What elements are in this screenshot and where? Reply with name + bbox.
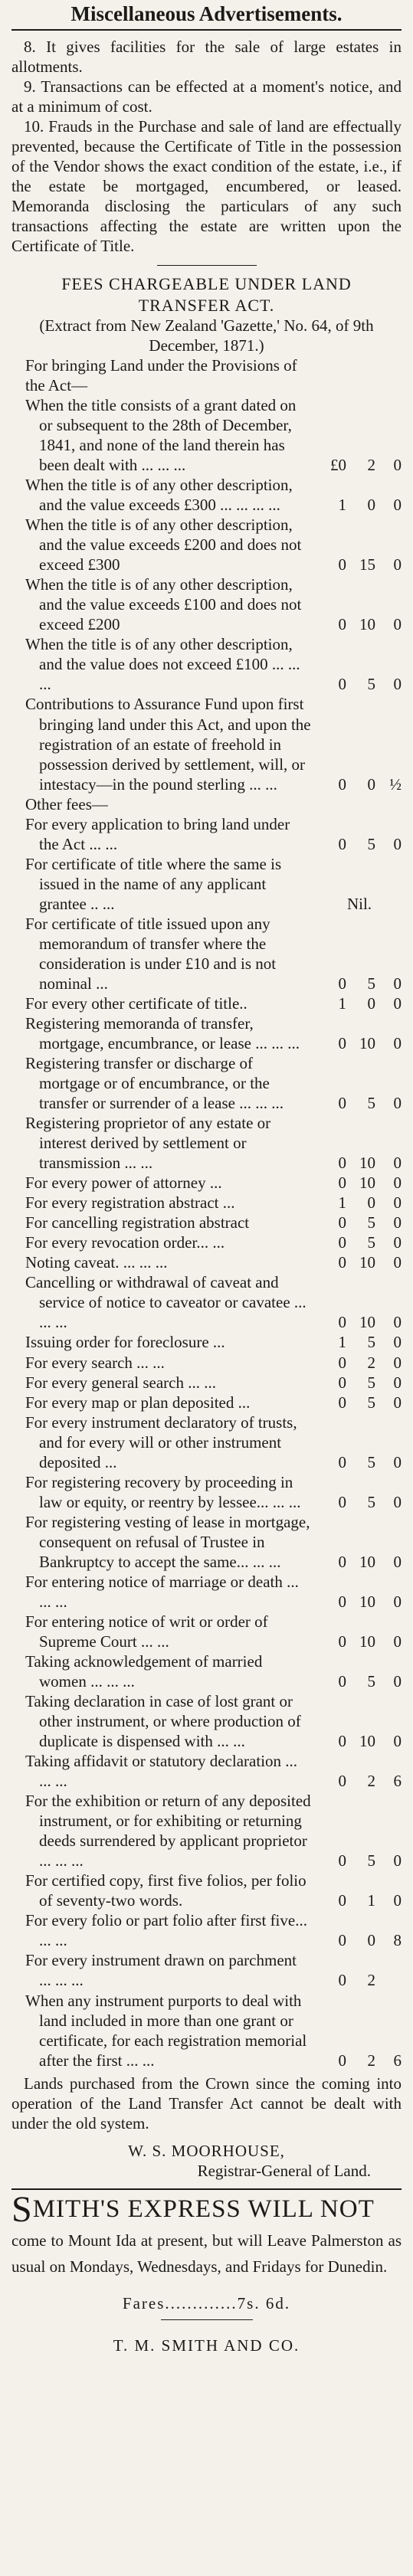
fee-amount [311,1632,402,1651]
fee-row [11,1751,402,1791]
fee-pounds: 0 [338,615,346,634]
fee-pounds: 0 [338,1772,346,1791]
fee-pounds: 0 [338,1034,346,1052]
fee-pounds: 0 [338,1452,346,1471]
fee-shillings: 0 [367,993,375,1013]
fee-row [11,1272,402,1332]
fee-pence: 0 [393,1233,402,1252]
fee-amount [311,614,402,634]
fee-description: Registering memoranda of transfer, mortgage, encumbrance, or lease ... ... ... [25,1013,300,1052]
fee-pounds: 0 [338,1672,346,1691]
fee-description: For entering notice of writ or order of Supreme Court ... ... [25,1612,268,1651]
fee-shillings: 15 [359,555,375,574]
fee-row [11,1572,402,1612]
fee-shillings: 10 [359,1253,375,1272]
fee-pounds: £0 [330,456,346,475]
fee-amount [311,1332,402,1352]
fee-description: For every map or plan deposited ... [25,1393,251,1412]
fee-pounds: 0 [338,1233,346,1252]
fee-shillings: 10 [359,615,375,634]
smith-heading [11,2188,402,2230]
fee-amount [311,774,402,794]
fees-title-line-2: TRANSFER ACT. [138,295,275,315]
fee-description: For certificate of title issued upon any memorandum of transfer where the consideration is under £10 and is not nominal ... [25,914,277,993]
fee-description: For the exhibition or return of any deposited instrument, or for exhibiting or returning deeds surrendered by applicant proprietor ... ... ... [25,1792,311,1871]
fee-pence: 0 [393,1851,402,1871]
fee-amount [311,1890,402,1910]
fee-pence: 0 [393,974,402,993]
fee-description: When the title consists of a grant dated on or subsequent to the 28th of December, 1841, and none of the land therein has been dealt with ... ... ... [25,396,297,475]
fee-description: For every folio or part folio after first five... ... ... [25,1911,307,1950]
fee-pounds: 0 [338,1971,346,1990]
fee-shillings: 1 [367,1891,375,1910]
fee-row [11,1612,402,1651]
fee-pence: 0 [393,1552,402,1571]
fee-pounds: 0 [338,1094,346,1113]
fee-shillings: 10 [359,1592,375,1611]
separator-rule [157,265,257,266]
fee-pence: 0 [393,1732,402,1751]
fee-pounds: 0 [338,774,346,794]
intro-item: 9. Transactions can be effected at a moment's notice, and at a minimum of cost. [11,77,402,116]
fee-pounds: 1 [338,496,346,515]
fee-amount [311,2051,402,2070]
fee-description: Other fees— [25,794,108,813]
fee-amount [311,1173,402,1193]
fee-pence: 0 [393,1632,402,1651]
fee-description: When the title is of any other description, and the value exceeds £200 and does not exceed £300 [25,516,302,574]
fee-pence: 0 [393,1393,402,1412]
fee-description: For every instrument drawn on parchment ... ... ... [25,1951,297,1990]
fee-pounds: 0 [338,1393,346,1412]
fee-pounds: 0 [338,1313,346,1332]
fee-pence: 0 [393,1353,402,1372]
fees-table [11,355,402,2070]
advert-divider [11,2188,402,2190]
fee-amount [311,834,402,854]
smith-body: come to Mount Ida at present, but will Leave Palmerston as usual on Mondays, Wednesdays, and Fridays for Dunedin. [11,2231,402,2276]
short-rule [161,2319,253,2320]
fee-pounds: 1 [338,993,346,1013]
fee-nil: Nil. [346,894,372,913]
fee-shillings: 5 [367,675,375,694]
fee-pounds: 0 [338,555,346,574]
fee-description: When any instrument purports to deal with land included in more than one grant or certificate, for each registration memorial after the first ... ... [25,1991,307,2070]
fee-row [11,1252,402,1272]
fee-shillings: 5 [367,1452,375,1471]
fee-amount [311,1592,402,1612]
fee-pence: 0 [393,1492,402,1511]
fee-pounds: 0 [338,1552,346,1571]
fee-pence [375,1970,402,1990]
fee-pence: 0 [393,675,402,694]
fee-shillings: 5 [367,1393,375,1412]
fee-pence: 0 [393,1253,402,1272]
fee-shillings: 0 [367,496,375,515]
fee-amount [311,1312,402,1332]
fee-row [11,814,402,854]
intro-list [11,37,402,256]
fee-description: For every search ... ... [25,1353,165,1372]
fee-pounds: 0 [338,834,346,853]
fee-pence: 6 [393,2051,402,2070]
fee-shillings: 0 [367,1193,375,1213]
fee-pounds: 1 [338,1333,346,1352]
fee-pounds: 0 [338,2051,346,2070]
fee-shillings: 2 [367,1353,375,1372]
fee-row [11,1232,402,1252]
fee-amount [311,1552,402,1572]
fee-description: For every general search ... ... [25,1373,216,1392]
fee-row [11,475,402,515]
fee-row [11,1472,402,1512]
fee-amount [311,894,402,914]
smith-heading-initial: S [11,2188,33,2230]
fee-shillings: 5 [367,1094,375,1113]
fee-row [11,1353,402,1373]
fee-amount [311,674,402,694]
fee-shillings: 0 [367,1931,375,1950]
fee-pounds: 0 [338,1851,346,1871]
fees-title-line-1: FEES CHARGEABLE UNDER LAND [61,274,352,294]
smith-firm: T. M. SMITH AND CO. [113,2335,300,2355]
fee-row [11,1910,402,1950]
intro-item: 10. Frauds in the Purchase and sale of land are effectually prevented, because the Certificate of Title in the possession of the Vendor shows the exact condition of the estate, i.e., if the estate be mortgaged, encumbered, or leased. Memoranda disclosing the particulars of any such transactions affecting the estate are written upon the Certificate of Title. [11,117,402,256]
fee-amount [311,1452,402,1472]
fee-description: Registering proprietor of any estate or interest derived by settlement or transmission ... ... [25,1114,271,1173]
fee-shillings: 10 [359,1154,375,1173]
fee-pence: 0 [393,555,402,574]
fee-pence: 0 [393,1173,402,1193]
fee-amount [311,1232,402,1252]
fee-row [11,395,402,475]
fee-pence: 0 [393,1193,402,1213]
fee-row [11,694,402,794]
fee-pence: 0 [393,496,402,515]
fee-row [11,1373,402,1393]
fee-pounds: 0 [338,1253,346,1272]
fee-amount [311,1213,402,1232]
fee-shillings: 2 [367,2051,375,2070]
fee-shillings: 5 [367,974,375,993]
fee-pence: 0 [393,1154,402,1173]
fee-pence: 0 [393,1333,402,1352]
fee-pounds: 0 [338,675,346,694]
fee-description: For every application to bring land under the Act ... ... [25,814,290,853]
fee-pounds: 0 [338,1891,346,1910]
fee-description: For every instrument declaratory of trusts, and for every will or other instrument deposited ... [25,1412,297,1471]
fee-amount [311,1930,402,1950]
fee-amount [311,1771,402,1791]
fee-description: Taking acknowledgement of married women ... ... ... [25,1651,263,1691]
fee-pounds: 0 [338,1154,346,1173]
fee-shillings: 10 [359,1732,375,1751]
fee-shillings: 10 [359,1313,375,1332]
fee-amount [311,455,402,475]
fee-amount [311,1731,402,1751]
fee-row [11,1691,402,1751]
fee-amount [311,1393,402,1412]
fee-shillings: 10 [359,1552,375,1571]
fee-amount [311,1193,402,1213]
fee-pounds: 0 [338,1353,346,1372]
fee-shillings: 5 [367,834,375,853]
fee-pounds: 0 [338,1732,346,1751]
fee-description: When the title is of any other description, and the value exceeds £100 and does not exceed £200 [25,575,302,634]
signature-name: W. S. MOORHOUSE, [128,2141,285,2160]
fee-shillings: 2 [367,1772,375,1791]
fee-row [11,1393,402,1412]
fee-description: Contributions to Assurance Fund upon first bringing land under this Act, and upon the registration of an estate of freehold in possession derived by settlement, will, or intestacy—in the pound sterling ... ... [25,695,311,794]
fee-description: For registering recovery by proceeding in law or equity, or reentry by lessee... ... ... [25,1472,301,1511]
fee-description: When the title is of any other description, and the value does not exceed £100 ... ... ... [25,635,300,694]
fee-pence: 0 [393,1452,402,1471]
fee-row [11,1991,402,2070]
fee-pounds: 0 [338,1492,346,1511]
fee-row [11,515,402,574]
fee-description: Taking declaration in case of lost grant or other instrument, or where production of duplicate is dispensed with ... ... [25,1692,301,1751]
fee-row [11,1213,402,1232]
fee-pounds: 0 [338,1592,346,1611]
fee-pounds: 0 [338,1632,346,1651]
fee-row [11,634,402,694]
fee-description: When the title is of any other description, and the value exceeds £300 ... ... ... ... [25,476,293,515]
fee-description: For every other certificate of title.. [25,993,247,1013]
fee-amount [311,555,402,574]
fee-pence: 0 [393,1672,402,1691]
fee-amount [311,1093,402,1113]
fee-shillings: 10 [359,1034,375,1052]
fee-description: For cancelling registration abstract [25,1213,250,1232]
fee-description: Noting caveat. ... ... ... [25,1253,168,1272]
fee-pence: 0 [393,1094,402,1113]
fee-pence: 0 [393,1592,402,1611]
fee-amount [311,1373,402,1393]
fee-pence: 0 [393,1034,402,1052]
fee-description: For certificate of title where the same is issued in the name of any applicant grantee .. ... [25,854,282,913]
fee-pence: 0 [393,993,402,1013]
fee-description: Taking affidavit or statutory declaration ... ... ... [25,1752,298,1791]
fee-row [11,1791,402,1871]
fee-description: For every revocation order... ... [25,1233,225,1252]
fee-row [11,1651,402,1691]
fee-amount [311,1970,402,1990]
fee-shillings: 0 [367,774,375,794]
fee-pence: 0 [393,615,402,634]
fee-row [11,1512,402,1572]
fee-row [11,1412,402,1472]
fee-row [11,854,402,914]
fee-amount [311,1353,402,1373]
fee-shillings: 5 [367,1233,375,1252]
fee-shillings: 10 [359,1173,375,1193]
fee-pence: 6 [393,1772,402,1791]
fee-description: For bringing Land under the Provisions of the Act— [25,355,297,394]
fee-shillings: 5 [367,1851,375,1871]
fee-pence: 0 [393,834,402,853]
intro-item: 8. It gives facilities for the sale of large estates in allotments. [11,38,402,77]
fee-amount [311,495,402,515]
fee-pounds: 0 [338,974,346,993]
newspaper-column [11,0,402,2355]
smith-fares: Fares.............7s. 6d. [122,2293,291,2313]
fee-description: Cancelling or withdrawal of caveat and service of notice to caveator or cavatee ... ... ... [25,1273,306,1332]
fee-row [11,1113,402,1173]
fee-amount [311,993,402,1013]
fee-pence: 8 [393,1931,402,1950]
signature-title: Registrar-General of Land. [197,2161,371,2180]
smith-heading-rest: MITH'S EXPRESS WILL NOT [32,2195,375,2223]
fee-pounds: 0 [338,1213,346,1232]
fee-pence: ½ [389,774,402,794]
fee-shillings: 2 [367,1971,375,1990]
fee-row [11,1013,402,1053]
fee-description: Issuing order for foreclosure ... [25,1333,225,1352]
fee-row [11,1332,402,1352]
fee-row [11,1950,402,1990]
fee-row [11,914,402,993]
fee-shillings: 5 [367,1213,375,1232]
fee-pence: 0 [393,1373,402,1392]
fee-description: For registering vesting of lease in mortgage, consequent on refusal of Trustee in Bankruptcy to accept the same... ... ... [25,1512,310,1571]
fee-pounds: 0 [338,1173,346,1193]
fee-amount [311,974,402,993]
fee-row [11,794,402,814]
fee-amount [311,1033,402,1053]
fee-amount [311,1153,402,1173]
fee-pounds: 0 [338,1373,346,1392]
fee-row [11,993,402,1013]
section-header: Miscellaneous Advertisements. [11,3,402,31]
fee-description: For certified copy, first five folios, per folio of seventy-two words. [25,1871,306,1910]
gazette-extract: (Extract from New Zealand 'Gazette,' No. 64, of 9th December, 1871.) [39,316,374,355]
fee-shillings: 2 [367,456,375,475]
fee-pence: 0 [393,1313,402,1332]
fee-shillings: 10 [359,1632,375,1651]
fee-amount [311,1252,402,1272]
fee-shillings: 5 [367,1333,375,1352]
fee-row [11,1053,402,1113]
fee-description: For entering notice of marriage or death ... ... ... [25,1572,299,1611]
fee-pence: 0 [393,456,402,475]
fee-pence: 0 [393,1891,402,1910]
fee-description: For every power of attorney ... [25,1173,222,1193]
fee-description: For every registration abstract ... [25,1193,235,1213]
fee-row [11,1871,402,1910]
fee-row [11,574,402,634]
fee-amount [311,1492,402,1512]
fee-pounds: 0 [338,1931,346,1950]
fee-row [11,1173,402,1193]
fee-pence: 0 [393,1213,402,1232]
fee-shillings: 5 [367,1492,375,1511]
fee-shillings: 5 [367,1672,375,1691]
fee-amount [311,1671,402,1691]
fee-shillings: 5 [367,1373,375,1392]
fee-pounds: 1 [338,1193,346,1213]
fee-row [11,1193,402,1213]
fee-description: Registering transfer or discharge of mortgage or of encumbrance, or the transfer or surrender of a lease ... ... ... [25,1054,284,1113]
fee-row [11,355,402,395]
fee-amount [311,1851,402,1871]
closing-paragraph: Lands purchased from the Crown since the coming into operation of the Land Transfer Act cannot be dealt with under the old system. [11,2074,402,2132]
